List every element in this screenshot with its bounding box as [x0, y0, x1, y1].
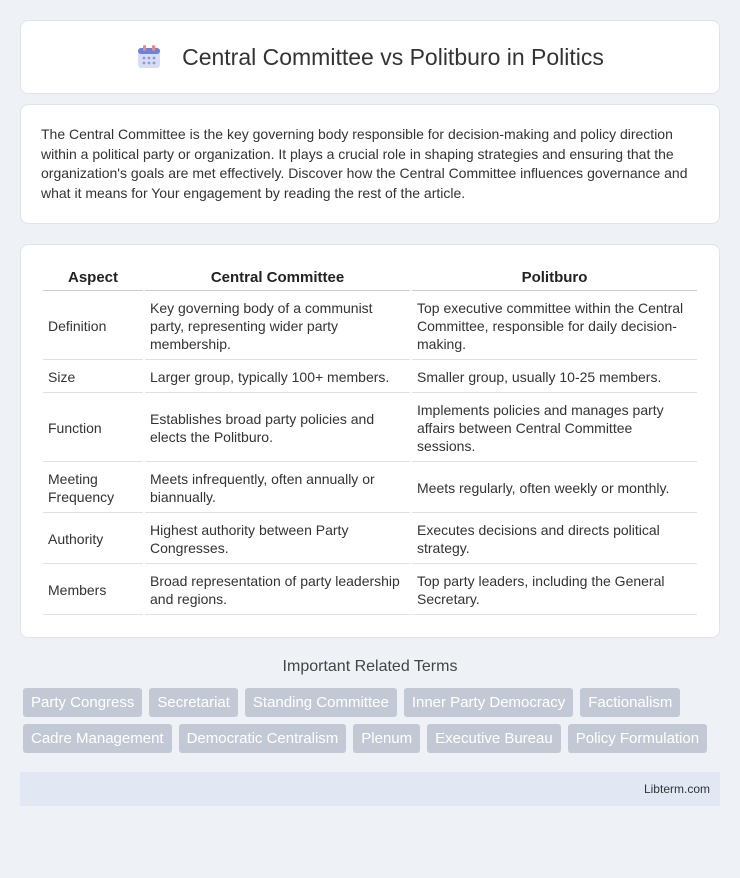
row-central-committee: Key governing body of a communist party, representing wider party membership.	[145, 293, 410, 360]
header-aspect: Aspect	[43, 265, 143, 291]
row-aspect: Function	[43, 395, 143, 462]
tag-policy-formulation[interactable]: Policy Formulation	[568, 724, 707, 753]
table-row	[43, 515, 697, 564]
row-politburo: Executes decisions and directs political strategy.	[412, 515, 697, 564]
row-aspect: Definition	[43, 293, 143, 360]
table-row	[43, 566, 697, 615]
tag-cadre-management[interactable]: Cadre Management	[23, 724, 172, 753]
row-central-committee: Larger group, typically 100+ members.	[145, 362, 410, 393]
row-central-committee: Meets infrequently, often annually or biannually.	[145, 464, 410, 513]
table-header-row	[43, 265, 697, 291]
related-terms-title: Important Related Terms	[282, 658, 458, 675]
row-central-committee: Highest authority between Party Congresses.	[145, 515, 410, 564]
row-central-committee: Broad representation of party leadership and regions.	[145, 566, 410, 615]
table-row	[43, 362, 697, 393]
calendar-icon	[136, 44, 162, 70]
row-aspect: Size	[43, 362, 143, 393]
tag-plenum[interactable]: Plenum	[353, 724, 420, 753]
table-row	[43, 395, 697, 462]
footer	[20, 772, 720, 806]
comparison-table	[41, 263, 699, 617]
header-central-committee: Central Committee	[145, 265, 410, 291]
page-title: Central Committee vs Politburo in Politics	[182, 43, 604, 70]
comparison-card	[20, 244, 720, 638]
row-politburo: Smaller group, usually 10-25 members.	[412, 362, 697, 393]
tag-standing-committee[interactable]: Standing Committee	[245, 688, 397, 717]
row-aspect: Meeting Frequency	[43, 464, 143, 513]
intro-text: The Central Committee is the key governing body responsible for decision-making and policy direction within a political party or organization. It plays a crucial role in shaping strategies and ensuring that the organization's goals are met effectively. Discover how the Central Committee influences governance and what it means for Your engagement by reading the rest of the article.	[41, 126, 688, 201]
row-politburo: Meets regularly, often weekly or monthly.	[412, 464, 697, 513]
header-politburo: Politburo	[412, 265, 697, 291]
row-aspect: Members	[43, 566, 143, 615]
tag-inner-party-democracy[interactable]: Inner Party Democracy	[404, 688, 573, 717]
page-header	[20, 20, 720, 94]
row-politburo: Top party leaders, including the General Secretary.	[412, 566, 697, 615]
row-aspect: Authority	[43, 515, 143, 564]
related-terms-list	[23, 688, 720, 760]
tag-executive-bureau[interactable]: Executive Bureau	[427, 724, 561, 753]
intro-card	[20, 104, 720, 224]
tag-factionalism[interactable]: Factionalism	[580, 688, 680, 717]
row-central-committee: Establishes broad party policies and elects the Politburo.	[145, 395, 410, 462]
table-row	[43, 464, 697, 513]
row-politburo: Top executive committee within the Central Committee, responsible for daily decision-making.	[412, 293, 697, 360]
footer-site-link[interactable]: Libterm.com	[643, 782, 710, 796]
tag-party-congress[interactable]: Party Congress	[23, 688, 142, 717]
row-politburo: Implements policies and manages party affairs between Central Committee sessions.	[412, 395, 697, 462]
tag-democratic-centralism[interactable]: Democratic Centralism	[179, 724, 347, 753]
table-row	[43, 293, 697, 360]
tag-secretariat[interactable]: Secretariat	[149, 688, 238, 717]
